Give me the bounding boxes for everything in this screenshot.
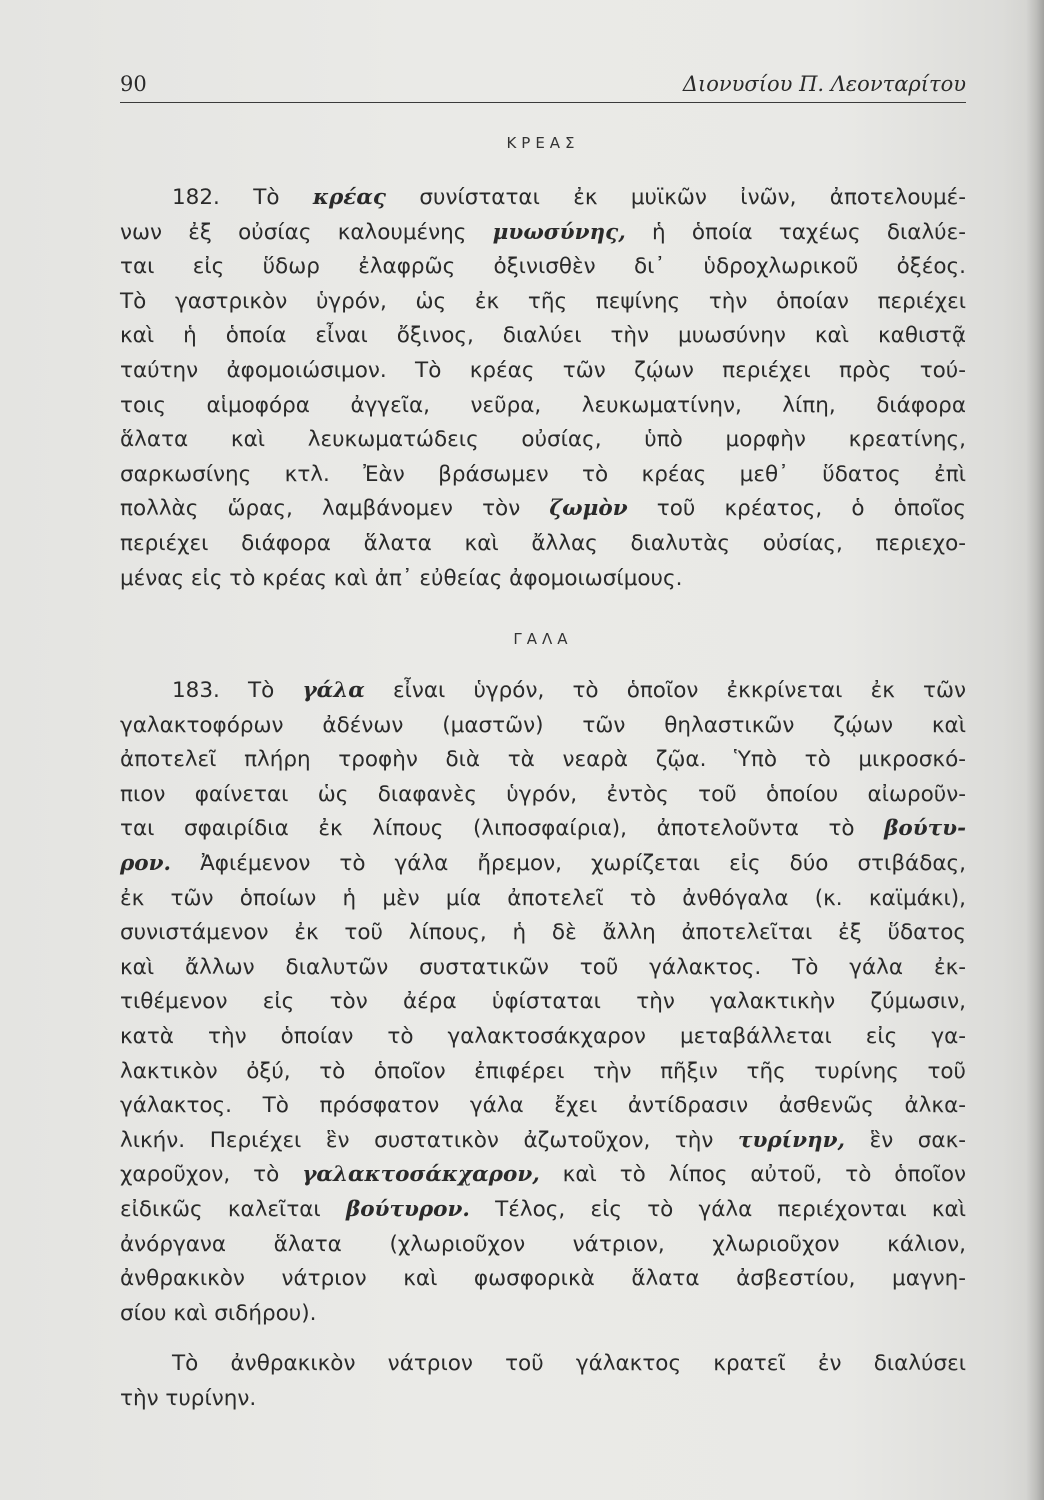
text-line	[120, 458, 966, 493]
text-line	[120, 951, 966, 986]
text-line	[120, 389, 966, 424]
text-segment: λακτικὸν ὀξύ, τὸ ὁποῖον ἐπιφέρει τὴν πῆξιν τῆς τυρίνης τοῦ	[120, 1058, 966, 1084]
text-segment: περιέχει διάφορα ἅλατα καὶ ἄλλας διαλυτὰς οὐσίας, περιεχο-	[120, 530, 966, 556]
emphasized-term: μυωσύνης,	[492, 219, 626, 245]
text-line	[120, 562, 966, 597]
text-line	[120, 743, 966, 778]
text-segment: ται σφαιρίδια ἐκ λίπους (λιποσφαίρια), ἀποτελοῦντα τὸ	[120, 816, 885, 842]
text-line	[120, 250, 966, 285]
text-line	[120, 354, 966, 389]
text-line	[120, 812, 966, 847]
emphasized-term: βούτυρον.	[345, 1196, 470, 1222]
text-line	[120, 916, 966, 951]
emphasized-term: ρον.	[120, 850, 172, 876]
text-segment: κατὰ τὴν ὁποίαν τὸ γαλακτοσάκχαρον μεταβάλλεται εἰς γα-	[120, 1023, 966, 1049]
section-heading-gala: ΓΑΛΑ	[513, 630, 573, 648]
text-segment: τιθέμενον εἰς τὸν ἀέρα ὑφίσταται τὴν γαλακτικὴν ζύμωσιν,	[120, 989, 966, 1015]
running-title: Διονυσίου Π. Λεονταρίτου	[682, 72, 966, 96]
text-line	[120, 847, 966, 882]
text-line	[120, 1124, 966, 1159]
text-line	[120, 319, 966, 354]
text-line	[120, 181, 966, 216]
text-segment: Ἀφιέμενον τὸ γάλα ἤρεμον, χωρίζεται εἰς δύο στιβάδας,	[171, 850, 966, 876]
text-line	[120, 216, 966, 251]
text-line	[120, 882, 966, 917]
text-line	[120, 527, 966, 562]
text-line	[120, 778, 966, 813]
text-segment: ἡ ὁποία ταχέως διαλύε-	[625, 219, 966, 245]
emphasized-term: βούτυ-	[884, 816, 966, 842]
text-line	[120, 1055, 966, 1090]
emphasized-term: γάλα	[302, 678, 365, 703]
text-segment: Τὸ γαστρικὸν ὑγρόν, ὡς ἐκ τῆς πεψίνης τὴν ὁποίαν περιέχει	[120, 288, 966, 314]
paragraph-closing	[120, 1347, 966, 1416]
text-segment: γαλακτοφόρων ἀδένων (μαστῶν) τῶν θηλαστικῶν ζῴων καὶ	[120, 712, 966, 738]
text-segment: Τέλος, εἰς τὸ γάλα περιέχονται καὶ	[469, 1196, 966, 1222]
text-line: τὴν τυρίνην.	[120, 1385, 257, 1411]
paragraph-183	[120, 674, 966, 1331]
text-segment: εἶναι ὑγρόν, τὸ ὁποῖον ἐκκρίνεται ἐκ τῶν	[364, 678, 966, 703]
text-segment: καὶ ἡ ὁποία εἶναι ὄξινος, διαλύει τὴν μυωσύνην καὶ καθιστᾷ	[120, 323, 966, 349]
page-header	[120, 68, 966, 103]
emphasized-term: ζωμὸν	[549, 496, 628, 522]
text-line	[120, 985, 966, 1020]
text-line	[120, 423, 966, 458]
text-segment: ἅλατα καὶ λευκωματώδεις οὐσίας, ὑπὸ μορφὴν κρεατίνης,	[120, 427, 966, 453]
text-segment: μένας εἰς τὸ κρέας καὶ ἀπ᾽ εὐθείας ἀφομοιωσίμους.	[120, 565, 683, 591]
section-heading-kreas: ΚΡΕΑΣ	[506, 134, 580, 152]
text-line	[120, 285, 966, 320]
text-segment: ται εἰς ὕδωρ ἐλαφρῶς ὀξινισθὲν δι᾽ ὑδροχλωρικοῦ ὀξέος.	[120, 254, 966, 280]
text-segment: πιον φαίνεται ὡς διαφανὲς ὑγρόν, ἐντὸς τοῦ ὁποίου αἰωροῦν-	[120, 781, 966, 807]
text-segment: ἀνθρακικὸν νάτριον καὶ φωσφορικὰ ἅλατα ἀσβεστίου, μαγνη-	[120, 1266, 966, 1292]
text-segment: συνιστάμενον ἐκ τοῦ λίπους, ἡ δὲ ἄλλη ἀποτελεῖται ἐξ ὕδατος	[120, 920, 966, 946]
text-line	[120, 1297, 966, 1332]
text-segment: Τὸ	[253, 185, 313, 210]
page-edge-shadow	[1026, 0, 1044, 1500]
text-segment: σαρκωσίνης κτλ. Ἐὰν βράσωμεν τὸ κρέας μεθ᾽ ὕδατος ἐπὶ	[120, 461, 966, 487]
text-segment: λικήν. Περιέχει ἓν συστατικὸν ἀζωτοῦχον, τὴν	[120, 1127, 738, 1153]
text-segment: ἀνόργανα ἅλατα (χλωριοῦχον νάτριον, χλωριοῦχον κάλιον,	[120, 1231, 966, 1257]
text-line	[120, 1158, 966, 1193]
text-segment: τοις αἱμοφόρα ἀγγεῖα, νεῦρα, λευκωματίνην, λίπη, διάφορα	[120, 392, 966, 418]
paragraph-182	[120, 181, 966, 596]
text-segment: ἐκ τῶν ὁποίων ἡ μὲν μία ἀποτελεῖ τὸ ἀνθόγαλα (κ. καϊμάκι),	[120, 885, 966, 911]
emphasized-term: γαλακτοσάκχαρον,	[302, 1162, 540, 1188]
text-segment: σίου καὶ σιδήρου).	[120, 1300, 317, 1326]
text-line	[120, 709, 966, 744]
text-line	[120, 492, 966, 527]
emphasized-term: τυρίνην,	[738, 1127, 846, 1153]
text-line	[120, 674, 966, 709]
text-segment: τοῦ κρέατος, ὁ ὁποῖος	[627, 496, 966, 522]
text-line	[120, 1262, 966, 1297]
text-segment: γάλακτος. Τὸ πρόσφατον γάλα ἔχει ἀντίδρασιν ἀσθενῶς ἀλκα-	[120, 1093, 966, 1119]
page-number: 90	[120, 72, 147, 96]
text-segment: πολλὰς ὥρας, λαμβάνομεν τὸν	[120, 496, 550, 522]
text-segment: καὶ ἄλλων διαλυτῶν συστατικῶν τοῦ γάλακτος. Τὸ γάλα ἐκ-	[120, 954, 966, 980]
text-segment: εἰδικῶς καλεῖται	[120, 1196, 346, 1222]
text-segment: Τὸ	[248, 678, 303, 703]
text-line	[120, 1193, 966, 1228]
text-segment: ἀποτελεῖ πλήρη τροφὴν διὰ τὰ νεαρὰ ζῷα. Ὑπὸ τὸ μικροσκό-	[120, 747, 966, 773]
text-segment: νων ἐξ οὐσίας καλουμένης	[120, 219, 493, 245]
text-segment: ταύτην ἀφομοιώσιμον. Τὸ κρέας τῶν ζῴων περιέχει πρὸς τού-	[120, 357, 966, 383]
text-segment: καὶ τὸ λίπος αὐτοῦ, τὸ ὁποῖον	[539, 1162, 966, 1188]
text-segment: συνίσταται ἐκ μυϊκῶν ἰνῶν, ἀποτελουμέ-	[386, 185, 967, 210]
text-line	[120, 1228, 966, 1263]
text-segment: χαροῦχον, τὸ	[120, 1162, 303, 1188]
paragraph-number: 183.	[172, 678, 249, 703]
emphasized-term: κρέας	[312, 185, 387, 210]
text-line: Τὸ ἀνθρακικὸν νάτριον τοῦ γάλακτος κρατεῖ ἐν διαλύσει	[172, 1351, 966, 1376]
text-line	[120, 1089, 966, 1124]
text-segment: ἓν σακ-	[845, 1127, 967, 1153]
text-line	[120, 1020, 966, 1055]
paragraph-number: 182.	[172, 185, 254, 210]
